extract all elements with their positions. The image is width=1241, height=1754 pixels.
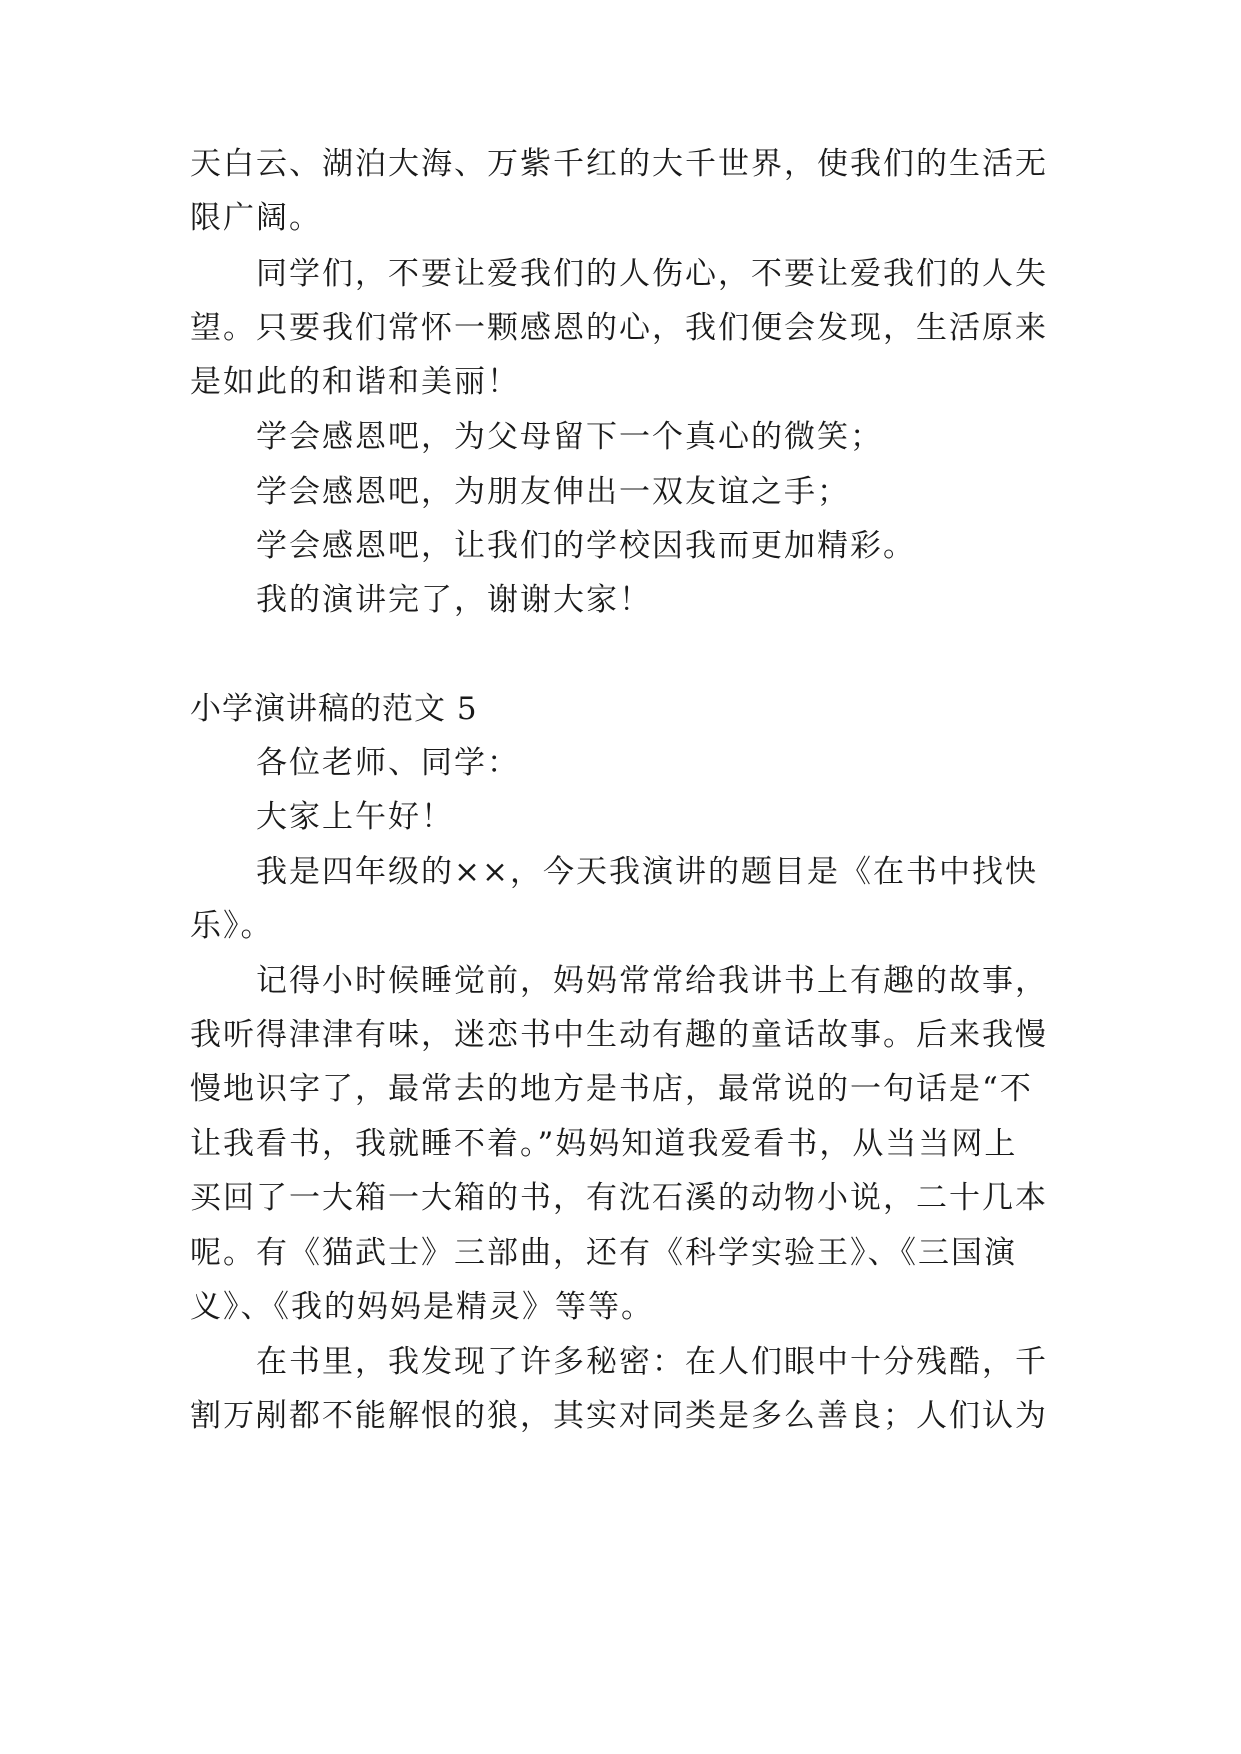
text-line: 让我看书，我就睡不着。”妈妈知道我爱看书，从当当网上 <box>190 1126 1018 1162</box>
text-line: 买回了一大箱一大箱的书，有沈石溪的动物小说，二十几本 <box>190 1180 1048 1216</box>
text-line: 望。只要我们常怀一颗感恩的心，我们便会发现，生活原来 <box>190 310 1048 346</box>
text-line: 学会感恩吧，让我们的学校因我而更加精彩。 <box>256 528 916 564</box>
text-line: 天白云、湖泊大海、万紫千红的大千世界，使我们的生活无 <box>190 146 1048 182</box>
text-line: 同学们，不要让爱我们的人伤心，不要让爱我们的人失 <box>256 256 1048 292</box>
text-line: 是如此的和谐和美丽！ <box>190 364 520 400</box>
text-line: 我的演讲完了，谢谢大家！ <box>256 582 652 618</box>
text-line: 呢。有《猫武士》三部曲，还有《科学实验王》、《三国演 <box>190 1235 1017 1271</box>
section-title: 小学演讲稿的范文 5 <box>190 691 478 727</box>
text-line: 乐》。 <box>190 908 274 944</box>
text-line: 各位老师、同学： <box>256 745 520 781</box>
text-line: 限广阔。 <box>190 200 322 236</box>
text-line: 在书里，我发现了许多秘密：在人们眼中十分残酷，千 <box>256 1344 1048 1380</box>
text-line: 我是四年级的××，今天我演讲的题目是《在书中找快 <box>256 854 1038 890</box>
text-line: 慢地识字了，最常去的地方是书店，最常说的一句话是“不 <box>190 1071 1033 1107</box>
text-line: 我听得津津有味，迷恋书中生动有趣的童话故事。后来我慢 <box>190 1017 1048 1053</box>
text-line: 学会感恩吧，为朋友伸出一双友谊之手； <box>256 474 850 510</box>
text-line: 大家上午好！ <box>256 799 454 835</box>
text-line: 记得小时候睡觉前，妈妈常常给我讲书上有趣的故事， <box>256 963 1048 999</box>
text-line: 义》、《我的妈妈是精灵》等等。 <box>190 1289 654 1325</box>
text-line: 学会感恩吧，为父母留下一个真心的微笑； <box>256 419 883 455</box>
text-line: 割万剐都不能解恨的狼，其实对同类是多么善良；人们认为 <box>190 1398 1048 1434</box>
